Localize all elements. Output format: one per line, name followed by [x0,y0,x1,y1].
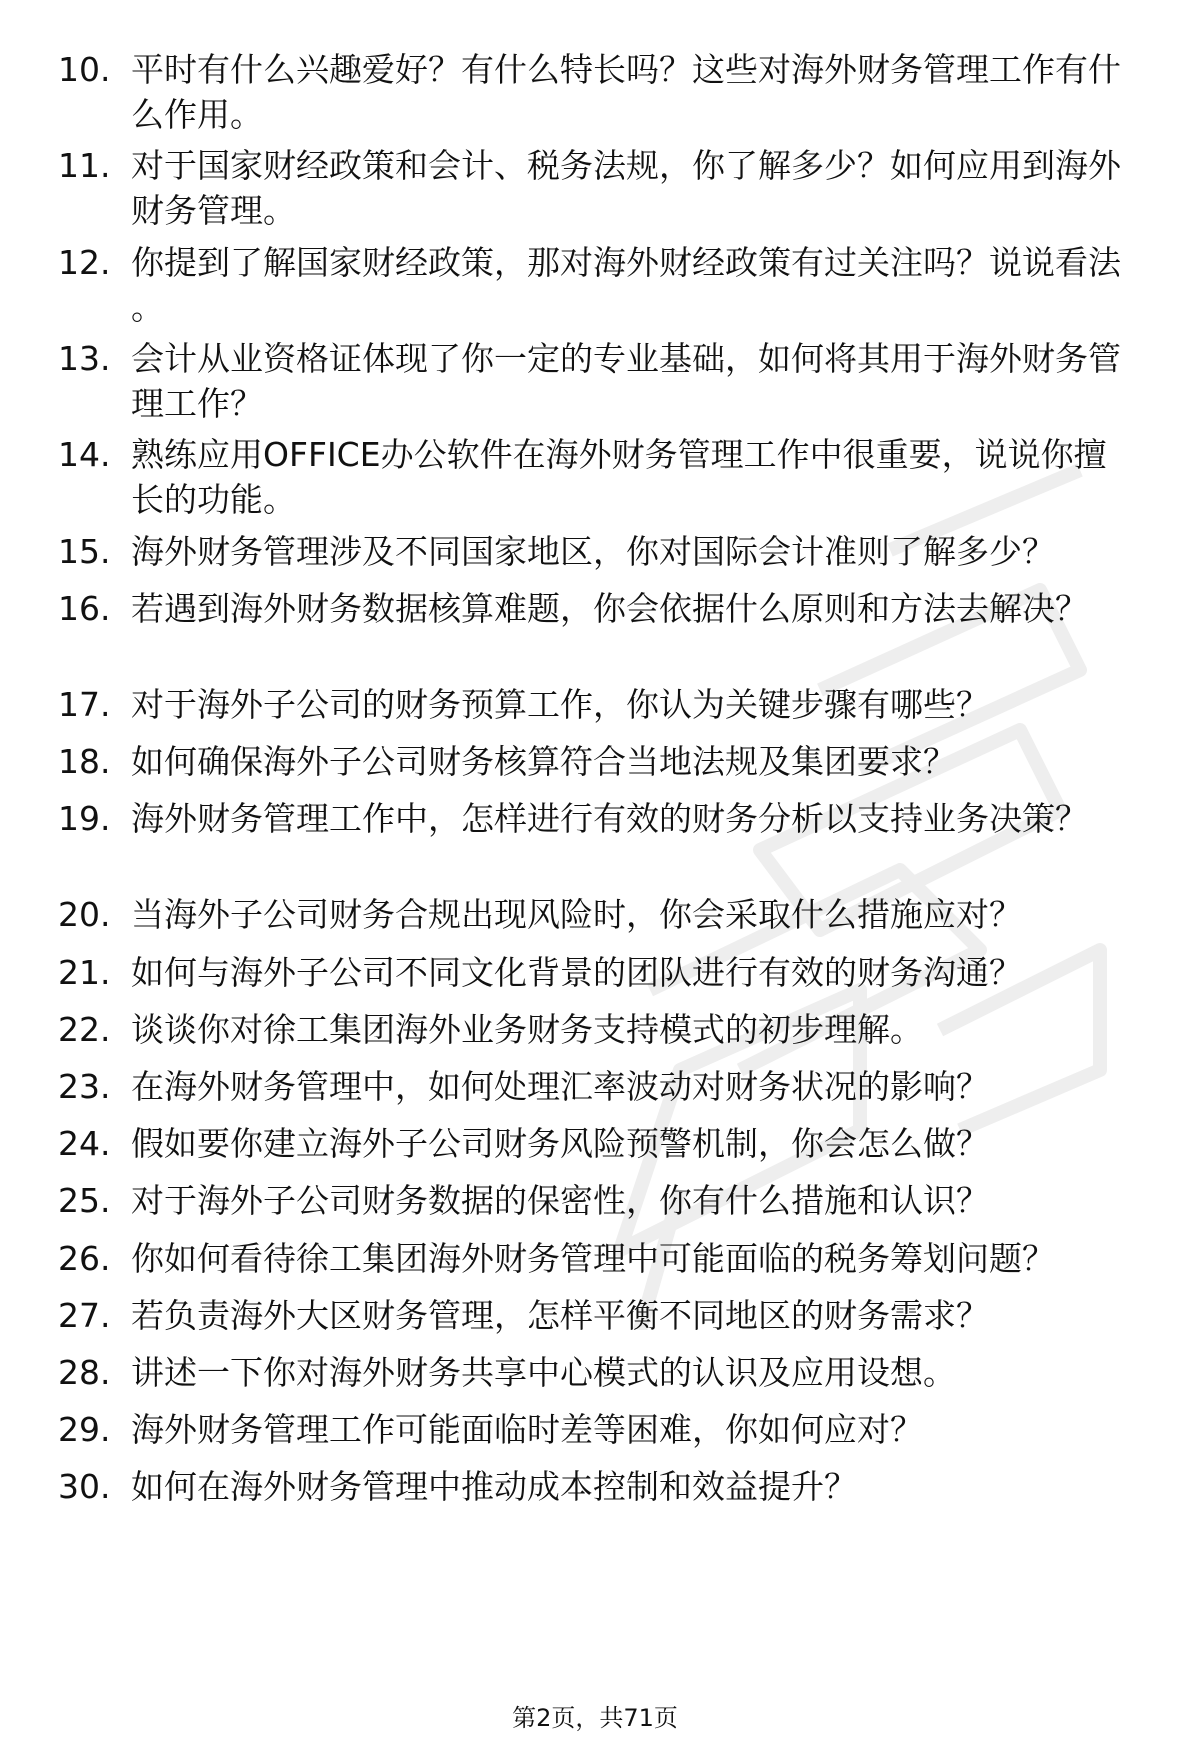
question-number: 14. [58,435,111,474]
question-text: 如何确保海外子公司财务核算符合当地法规及集团要求？ [131,742,956,781]
question-text: 若负责海外大区财务管理，怎样平衡不同地区的财务需求？ [131,1296,989,1335]
question-text: 海外财务管理工作中，怎样进行有效的财务分析以支持业务决策？ [131,799,1088,838]
question-number: 23. [58,1067,111,1106]
question-number: 30. [58,1467,111,1506]
question-number: 20. [58,895,111,934]
question-number: 25. [58,1181,111,1220]
question-number: 21. [58,953,111,992]
question-number: 28. [58,1353,111,1392]
question-number: 19. [58,799,111,838]
question-number: 13. [58,339,111,378]
question-number: 12. [58,243,111,282]
question-text: 海外财务管理工作可能面临时差等困难，你如何应对？ [131,1410,923,1449]
question-text: 若遇到海外财务数据核算难题，你会依据什么原则和方法去解决？ [131,589,1088,628]
question-text: 对于海外子公司的财务预算工作，你认为关键步骤有哪些？ [131,685,989,724]
question-number: 16. [58,589,111,628]
question-number: 29. [58,1410,111,1449]
question-number: 24. [58,1124,111,1163]
question-text: 假如要你建立海外子公司财务风险预警机制，你会怎么做？ [131,1124,989,1163]
question-text: 平时有什么兴趣爱好？有什么特长吗？这些对海外财务管理工作有什么作用。 [131,50,1121,134]
question-number: 22. [58,1010,111,1049]
question-text: 熟练应用OFFICE办公软件在海外财务管理工作中很重要，说说你擅长的功能。 [131,435,1107,519]
question-text: 谈谈你对徐工集团海外业务财务支持模式的初步理解。 [131,1010,923,1049]
page-number-footer: 第2页，共71页 [512,1704,678,1732]
question-text: 会计从业资格证体现了你一定的专业基础，如何将其用于海外财务管理工作？ [131,339,1121,423]
question-number: 15. [58,532,111,571]
question-number: 26. [58,1239,111,1278]
question-text: 你提到了解国家财经政策，那对海外财经政策有过关注吗？说说看法。 [131,243,1121,327]
question-text: 当海外子公司财务合规出现风险时，你会采取什么措施应对？ [131,895,1022,934]
question-text: 对于国家财经政策和会计、税务法规，你了解多少？如何应用到海外财务管理。 [131,146,1121,230]
question-text: 海外财务管理涉及不同国家地区，你对国际会计准则了解多少？ [131,532,1055,571]
question-number: 27. [58,1296,111,1335]
question-number: 11. [58,146,111,185]
question-text: 在海外财务管理中，如何处理汇率波动对财务状况的影响？ [131,1067,989,1106]
question-number: 18. [58,742,111,781]
question-text: 对于海外子公司财务数据的保密性，你有什么措施和认识？ [131,1181,989,1220]
question-number: 10. [58,50,111,89]
question-text: 讲述一下你对海外财务共享中心模式的认识及应用设想。 [131,1353,956,1392]
question-text: 如何在海外财务管理中推动成本控制和效益提升？ [131,1467,857,1506]
question-number: 17. [58,685,111,724]
question-text: 如何与海外子公司不同文化背景的团队进行有效的财务沟通？ [131,953,1022,992]
question-text: 你如何看待徐工集团海外财务管理中可能面临的税务筹划问题？ [131,1239,1055,1278]
